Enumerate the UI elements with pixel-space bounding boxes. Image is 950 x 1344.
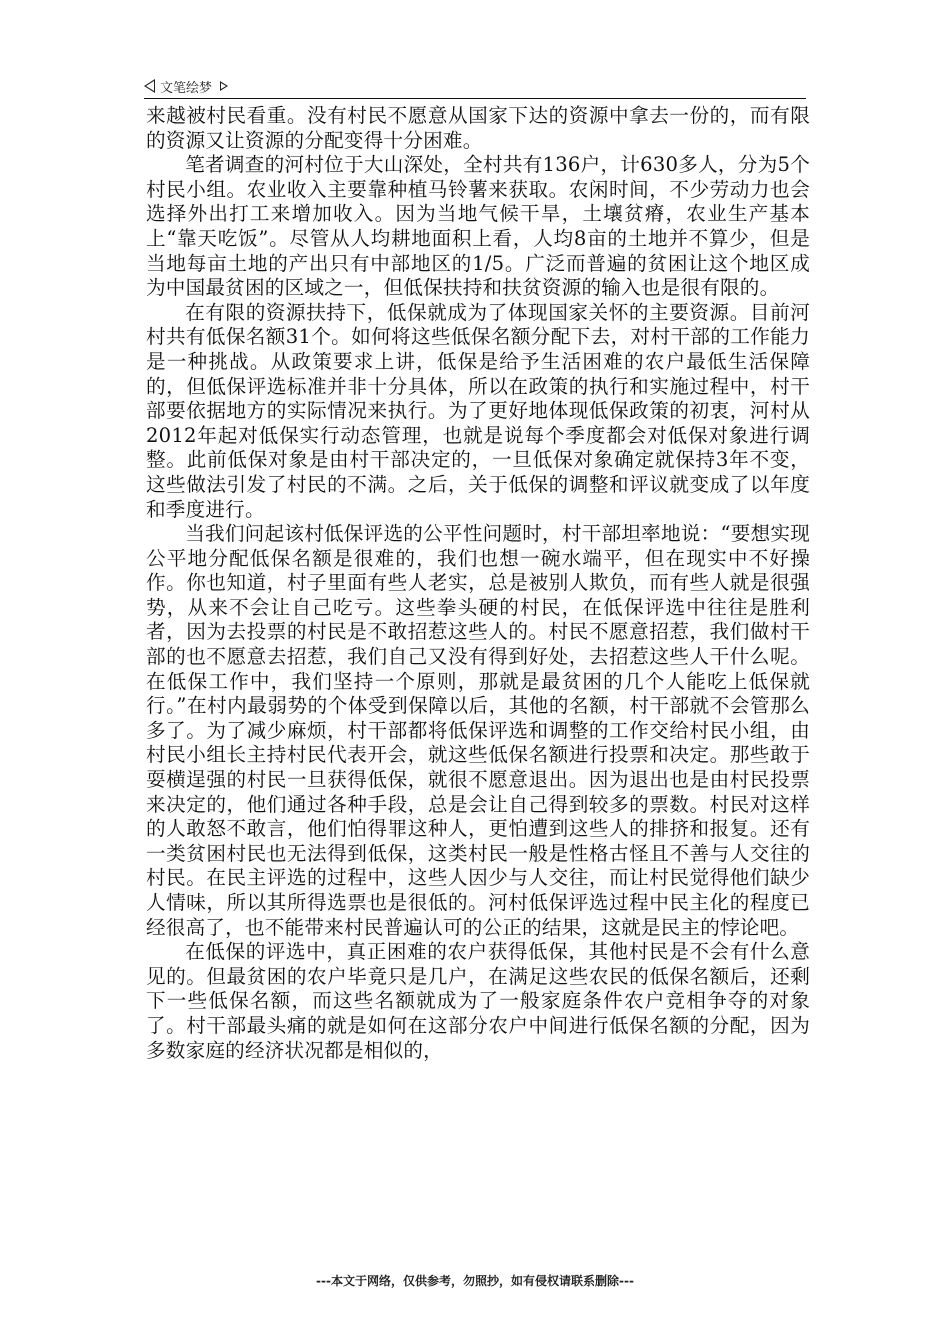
page-header	[144, 76, 806, 96]
paragraph: 笔者调查的河村位于大山深处，全村共有136户，计630多人，分为5个村民小组。农业收入主要靠种植马铃薯来获取。农闲时间，不少劳动力也会选择外出打工来增加收入。因为当地气候干旱，土壤贫瘠，农业生产基本上“靠天吃饭”。尽管从人均耕地面积上看，人均8亩的土地并不算少，但是当地每亩土地的产出只有中部地区的1/5。广泛而普遍的贫困让这个地区成为中国最贫困的区域之一，但低保扶持和扶贫资源的输入也是很有限的。	[146, 153, 810, 300]
header-title: 文笔绘梦	[160, 80, 213, 96]
triangle-left-icon	[144, 79, 155, 93]
paragraph-continued: 来越被村民看重。没有村民不愿意从国家下达的资源中拿去一份的，而有限的资源又让资源的分配变得十分困难。	[146, 104, 810, 152]
header-divider	[144, 98, 806, 99]
paragraph: 当我们问起该村低保评选的公平性问题时，村干部坦率地说：“要想实现公平地分配低保名额是很难的，我们也想一碗水端平，但在现实中不好操作。你也知道，村子里面有些人老实，总是被别人欺负，而有些人就是很强势，从来不会让自己吃亏。这些拳头硬的村民，在低保评选中往往是胜利者，因为去投票的村民是不敢招惹这些人的。村民不愿意招惹，我们做村干部的也不愿意去招惹，我们自己又没有得到好处，去招惹这些人干什么呢。在低保工作中，我们坚持一个原则，那就是最贫困的几个人能吃上低保就行。”在村内最弱势的个体受到保障以后，其他的名额，村干部就不会管那么多了。为了减少麻烦，村干部都将低保评选和调整的工作交给村民小组，由村民小组长主持村民代表开会，就这些低保名额进行投票和决定。那些敢于耍横逞强的村民一旦获得低保，就很不愿意退出。因为退出也是由村民投票来决定的，他们通过各种手段，总是会让自己得到较多的票数。村民对这样的人敢怒不敢言，他们怕得罪这种人，更怕遭到这些人的排挤和报复。还有一类贫困村民也无法得到低保，这类村民一般是性格古怪且不善与人交往的村民。在民主评选的过程中，这些人因少与人交往，而让村民觉得他们缺少人情味，所以其所得选票也是很低的。河村低保评选过程中民主化的程度已经很高了，也不能带来村民普遍认可的公正的结果，这就是民主的悖论吧。	[146, 522, 810, 939]
paragraph: 在低保的评选中，真正困难的农户获得低保，其他村民是不会有什么意见的。但最贫困的农户毕竟只是几户，在满足这些农民的低保名额后，还剩下一些低保名额，而这些名额就成为了一般家庭条件农户竞相争夺的对象了。村干部最头痛的就是如何在这部分农户中间进行低保名额的分配，因为多数家庭的经济状况都是相似的，	[146, 940, 810, 1062]
document-body	[146, 104, 810, 1063]
page-footer: ---本文于网络，仅供参考，勿照抄，如有侵权请联系删除---	[316, 1274, 634, 1288]
paragraph: 在有限的资源扶持下，低保就成为了体现国家关怀的主要资源。目前河村共有低保名额31个。如何将这些低保名额分配下去，对村干部的工作能力是一种挑战。从政策要求上讲，低保是给予生活困难的农户最低生活保障的，但低保评选标准并非十分具体，所以在政策的执行和实施过程中，村干部要依据地方的实际情况来执行。为了更好地体现低保政策的初衷，河村从2012年起对低保实行动态管理，也就是说每个季度都会对低保对象进行调整。此前低保对象是由村干部决定的，一旦低保对象确定就保持3年不变，这些做法引发了村民的不满。之后，关于低保的调整和评议就变成了以年度和季度进行。	[146, 300, 810, 521]
triangle-right-icon	[220, 81, 228, 91]
